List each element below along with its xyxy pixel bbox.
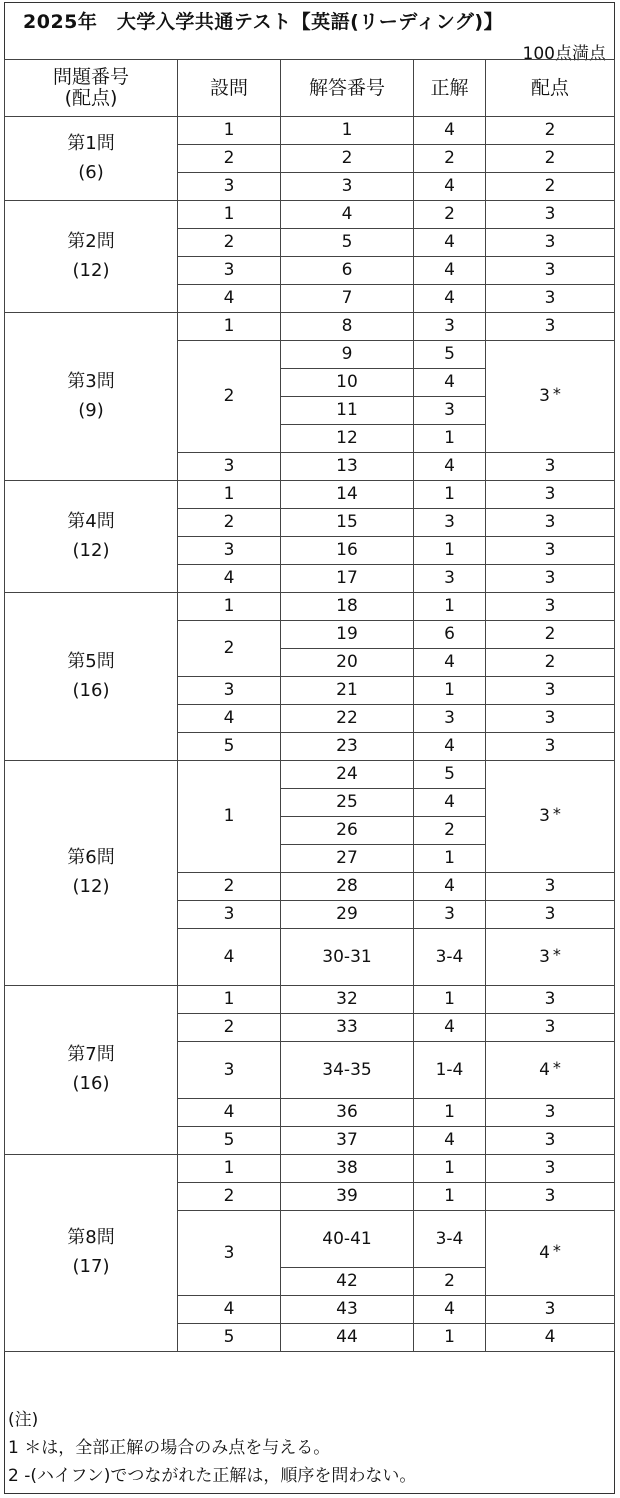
question-cell: 1 <box>178 761 281 873</box>
correct-answer-cell: 5 <box>414 761 486 789</box>
points-cell <box>486 1155 615 1183</box>
answer-number-cell: 19 <box>281 621 414 649</box>
header-answer-number: 解答番号 <box>281 60 414 117</box>
answer-number-cell: 5 <box>281 229 414 257</box>
correct-answer-cell: 4 <box>414 173 486 201</box>
correct-answer-cell: 2 <box>414 1268 486 1296</box>
points-value: 2 <box>544 120 556 141</box>
question-cell: 2 <box>178 1014 281 1042</box>
problem-points: (16) <box>72 679 110 701</box>
correct-answer-cell: 3 <box>414 705 486 733</box>
points-cell <box>486 733 615 761</box>
question-cell: 2 <box>178 509 281 537</box>
correct-answer-cell: 1 <box>414 1155 486 1183</box>
header-question: 設問 <box>178 60 281 117</box>
question-cell: 3 <box>178 1211 281 1296</box>
correct-answer-cell: 4 <box>414 285 486 313</box>
correct-answer-cell: 4 <box>414 789 486 817</box>
question-cell: 4 <box>178 929 281 986</box>
answer-number-cell: 7 <box>281 285 414 313</box>
question-cell: 4 <box>178 285 281 313</box>
points-value: 3 <box>544 708 556 729</box>
problem-cell <box>5 593 178 761</box>
points-cell <box>486 117 615 145</box>
correct-answer-cell: 4 <box>414 229 486 257</box>
question-cell: 2 <box>178 341 281 453</box>
answer-table-body <box>5 117 615 1352</box>
problem-name: 第2問 <box>67 230 115 252</box>
problem-name: 第1問 <box>67 132 115 154</box>
question-cell: 1 <box>178 313 281 341</box>
problem-cell <box>5 313 178 481</box>
answer-number-cell: 38 <box>281 1155 414 1183</box>
answer-number-cell: 24 <box>281 761 414 789</box>
question-cell: 1 <box>178 481 281 509</box>
correct-answer-cell: 1 <box>414 1183 486 1211</box>
question-cell: 2 <box>178 229 281 257</box>
question-cell: 2 <box>178 1183 281 1211</box>
answer-number-cell: 30-31 <box>281 929 414 986</box>
header-correct: 正解 <box>414 60 486 117</box>
points-cell <box>486 145 615 173</box>
points-cell <box>486 201 615 229</box>
question-cell: 1 <box>178 201 281 229</box>
points-cell <box>486 509 615 537</box>
points-cell <box>486 285 615 313</box>
problem-points: (9) <box>78 399 104 421</box>
question-cell: 4 <box>178 1099 281 1127</box>
answer-number-cell: 26 <box>281 817 414 845</box>
table-row <box>5 593 615 621</box>
correct-answer-cell: 1 <box>414 1099 486 1127</box>
points-value: 3 <box>539 386 550 407</box>
correct-answer-cell: 4 <box>414 649 486 677</box>
header-problem <box>5 60 178 117</box>
points-value: 3 <box>544 1186 556 1207</box>
question-cell: 2 <box>178 621 281 677</box>
correct-answer-cell: 2 <box>414 145 486 173</box>
question-cell: 5 <box>178 1324 281 1352</box>
table-row <box>5 761 615 789</box>
answer-number-cell: 17 <box>281 565 414 593</box>
points-cell <box>486 761 615 873</box>
problem-cell <box>5 201 178 313</box>
points-cell <box>486 537 615 565</box>
problem-name: 第7問 <box>67 1044 115 1066</box>
correct-answer-cell: 4 <box>414 733 486 761</box>
correct-answer-cell: 1 <box>414 986 486 1014</box>
answer-number-cell: 11 <box>281 397 414 425</box>
correct-answer-cell: 3 <box>414 397 486 425</box>
question-cell: 5 <box>178 733 281 761</box>
answer-number-cell: 6 <box>281 257 414 285</box>
points-cell <box>486 677 615 705</box>
notes <box>8 1406 416 1490</box>
problem-name: 第8問 <box>67 1227 115 1249</box>
points-value: 3 <box>544 1102 556 1123</box>
asterisk-mark: * <box>552 944 561 964</box>
correct-answer-cell: 6 <box>414 621 486 649</box>
problem-name: 第6問 <box>67 847 115 869</box>
problem-cell <box>5 1155 178 1352</box>
points-cell <box>486 901 615 929</box>
correct-answer-cell: 1 <box>414 425 486 453</box>
question-cell: 1 <box>178 986 281 1014</box>
answer-number-cell: 44 <box>281 1324 414 1352</box>
points-cell <box>486 1042 615 1099</box>
points-cell <box>486 593 615 621</box>
points-cell <box>486 341 615 453</box>
answer-number-cell: 2 <box>281 145 414 173</box>
note-item: 2 -(ハイフン)でつながれた正解は，順序を問わない。 <box>8 1466 417 1486</box>
question-cell: 3 <box>178 537 281 565</box>
answer-number-cell: 33 <box>281 1014 414 1042</box>
answer-number-cell: 8 <box>281 313 414 341</box>
question-cell: 1 <box>178 1155 281 1183</box>
table-row <box>5 313 615 341</box>
correct-answer-cell: 4 <box>414 257 486 285</box>
problem-points: (12) <box>72 539 110 561</box>
answer-number-cell: 16 <box>281 537 414 565</box>
asterisk-mark: * <box>552 804 561 824</box>
answer-number-cell: 10 <box>281 369 414 397</box>
problem-name: 第4問 <box>67 510 115 532</box>
points-cell <box>486 1296 615 1324</box>
points-cell <box>486 873 615 901</box>
points-value: 3 <box>544 316 556 337</box>
points-cell <box>486 929 615 986</box>
answer-number-cell: 36 <box>281 1099 414 1127</box>
question-cell: 1 <box>178 117 281 145</box>
correct-answer-cell: 1 <box>414 845 486 873</box>
correct-answer-cell: 1 <box>414 481 486 509</box>
table-row <box>5 481 615 509</box>
points-cell <box>486 705 615 733</box>
answer-number-cell: 27 <box>281 845 414 873</box>
problem-name: 第3問 <box>67 370 115 392</box>
points-value: 4 <box>539 1242 550 1263</box>
answer-number-cell: 42 <box>281 1268 414 1296</box>
answer-number-cell: 22 <box>281 705 414 733</box>
points-cell <box>486 986 615 1014</box>
answer-number-cell: 12 <box>281 425 414 453</box>
table-row <box>5 1155 615 1183</box>
answer-number-cell: 28 <box>281 873 414 901</box>
page-title: 2025年 大学入学共通テスト【英語(リーディング)】 <box>23 11 504 33</box>
points-cell <box>486 1099 615 1127</box>
points-value: 4 <box>544 1327 556 1348</box>
question-cell: 1 <box>178 593 281 621</box>
question-cell: 4 <box>178 1296 281 1324</box>
problem-cell <box>5 117 178 201</box>
points-value: 3 <box>544 288 556 309</box>
answer-table <box>4 59 615 1352</box>
correct-answer-cell: 1-4 <box>414 1042 486 1099</box>
answer-number-cell: 1 <box>281 117 414 145</box>
answer-number-cell: 29 <box>281 901 414 929</box>
problem-points: (6) <box>78 161 104 183</box>
asterisk-mark: * <box>552 1240 561 1260</box>
points-value: 3 <box>544 568 556 589</box>
table-row <box>5 986 615 1014</box>
correct-answer-cell: 4 <box>414 117 486 145</box>
asterisk-mark: * <box>552 1057 561 1077</box>
points-cell <box>486 257 615 285</box>
points-value: 3 <box>544 1017 556 1038</box>
points-value: 3 <box>544 1299 556 1320</box>
problem-points: (12) <box>72 876 110 897</box>
points-value: 3 <box>544 596 556 617</box>
points-cell <box>486 481 615 509</box>
correct-answer-cell: 1 <box>414 593 486 621</box>
points-value: 3 <box>544 680 556 701</box>
answer-number-cell: 21 <box>281 677 414 705</box>
answer-number-cell: 43 <box>281 1296 414 1324</box>
points-value: 2 <box>544 624 556 645</box>
correct-answer-cell: 4 <box>414 369 486 397</box>
points-cell <box>486 1183 615 1211</box>
header-problem-line1: 問題番号 <box>52 66 129 89</box>
points-cell <box>486 565 615 593</box>
header-row <box>5 60 615 117</box>
points-value: 3 <box>544 484 556 505</box>
answer-number-cell: 3 <box>281 173 414 201</box>
points-value: 3 <box>544 876 556 897</box>
answer-number-cell: 14 <box>281 481 414 509</box>
correct-answer-cell: 1 <box>414 1324 486 1352</box>
answer-number-cell: 20 <box>281 649 414 677</box>
points-value: 3 <box>544 540 556 561</box>
points-value: 3 <box>544 512 556 533</box>
points-cell <box>486 1014 615 1042</box>
correct-answer-cell: 3 <box>414 509 486 537</box>
correct-answer-cell: 4 <box>414 1014 486 1042</box>
problem-cell <box>5 986 178 1155</box>
answer-number-cell: 13 <box>281 453 414 481</box>
answer-number-cell: 39 <box>281 1183 414 1211</box>
question-cell: 3 <box>178 677 281 705</box>
answer-number-cell: 34-35 <box>281 1042 414 1099</box>
points-cell <box>486 621 615 649</box>
points-value: 3 <box>544 204 556 225</box>
header-problem-line2: (配点) <box>64 87 118 109</box>
correct-answer-cell: 1 <box>414 677 486 705</box>
asterisk-mark: * <box>552 384 561 404</box>
total-points-label: 100点満点 <box>522 44 606 64</box>
answer-number-cell: 15 <box>281 509 414 537</box>
question-cell: 4 <box>178 565 281 593</box>
problem-points: (16) <box>72 1073 110 1094</box>
points-value: 3 <box>544 989 556 1010</box>
correct-answer-cell: 3 <box>414 313 486 341</box>
correct-answer-cell: 4 <box>414 1127 486 1155</box>
answer-number-cell: 37 <box>281 1127 414 1155</box>
points-value: 3 <box>544 904 556 925</box>
question-cell: 3 <box>178 173 281 201</box>
points-value: 2 <box>544 176 556 197</box>
table-row <box>5 117 615 145</box>
answer-number-cell: 23 <box>281 733 414 761</box>
header-points: 配点 <box>486 60 615 117</box>
question-cell: 2 <box>178 873 281 901</box>
answer-number-cell: 32 <box>281 986 414 1014</box>
correct-answer-cell: 3-4 <box>414 1211 486 1268</box>
points-cell <box>486 453 615 481</box>
answer-number-cell: 9 <box>281 341 414 369</box>
notes-heading: (注) <box>8 1410 39 1430</box>
correct-answer-cell: 3-4 <box>414 929 486 986</box>
problem-cell <box>5 761 178 986</box>
correct-answer-cell: 3 <box>414 565 486 593</box>
note-item: 1 ＊は，全部正解の場合のみ点を与える。 <box>8 1438 331 1458</box>
question-cell: 4 <box>178 705 281 733</box>
correct-answer-cell: 4 <box>414 1296 486 1324</box>
correct-answer-cell: 4 <box>414 453 486 481</box>
points-value: 3 <box>544 456 556 477</box>
points-cell <box>486 173 615 201</box>
table-row <box>5 201 615 229</box>
points-value: 3 <box>539 946 550 967</box>
correct-answer-cell: 2 <box>414 201 486 229</box>
question-cell: 5 <box>178 1127 281 1155</box>
answer-number-cell: 4 <box>281 201 414 229</box>
points-cell <box>486 1211 615 1296</box>
points-value: 4 <box>539 1059 550 1080</box>
points-value: 3 <box>544 232 556 253</box>
question-cell: 3 <box>178 453 281 481</box>
points-value: 2 <box>544 652 556 673</box>
problem-name: 第5問 <box>67 650 115 672</box>
problem-points: (12) <box>72 259 110 281</box>
correct-answer-cell: 4 <box>414 873 486 901</box>
question-cell: 3 <box>178 901 281 929</box>
points-cell <box>486 1127 615 1155</box>
answer-number-cell: 18 <box>281 593 414 621</box>
points-value: 3 <box>544 1158 556 1179</box>
points-cell <box>486 229 615 257</box>
points-cell <box>486 313 615 341</box>
question-cell: 3 <box>178 1042 281 1099</box>
points-value: 3 <box>544 736 556 757</box>
answer-number-cell: 25 <box>281 789 414 817</box>
points-value: 2 <box>544 148 556 169</box>
correct-answer-cell: 5 <box>414 341 486 369</box>
question-cell: 2 <box>178 145 281 173</box>
problem-points: (17) <box>72 1256 110 1277</box>
points-cell <box>486 1324 615 1352</box>
question-cell: 3 <box>178 257 281 285</box>
correct-answer-cell: 3 <box>414 901 486 929</box>
points-value: 3 <box>539 806 550 827</box>
answer-number-cell: 40-41 <box>281 1211 414 1268</box>
correct-answer-cell: 2 <box>414 817 486 845</box>
correct-answer-cell: 1 <box>414 537 486 565</box>
points-value: 3 <box>544 260 556 281</box>
points-cell <box>486 649 615 677</box>
problem-cell <box>5 481 178 593</box>
points-value: 3 <box>544 1130 556 1151</box>
